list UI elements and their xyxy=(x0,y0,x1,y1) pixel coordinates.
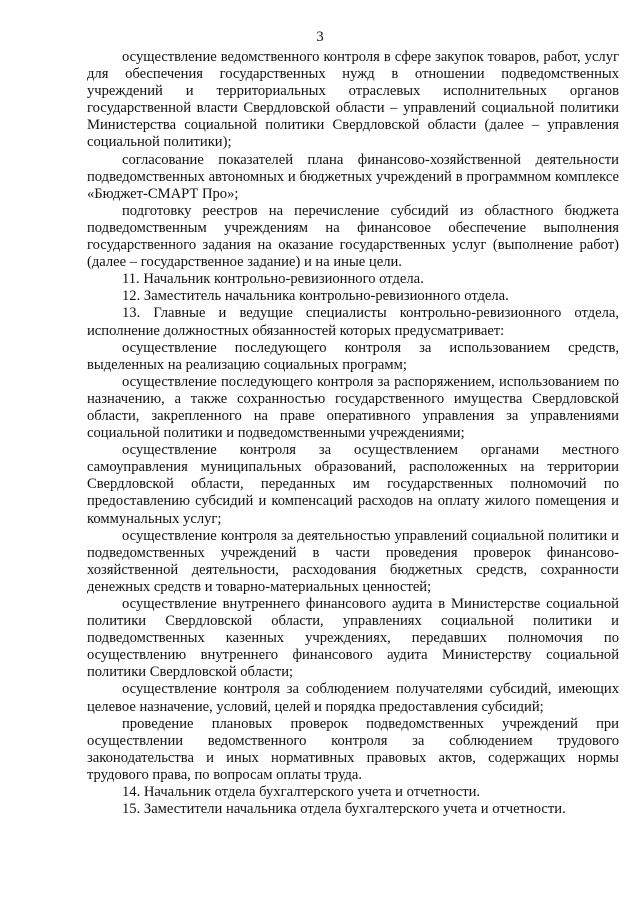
paragraph: 15. Заместители начальника отдела бухгалтерского учета и отчетности. xyxy=(122,801,566,818)
paragraph: согласование показателей плана финансово-хозяйственной деятельности подведомственных автономных и бюджетных учреждений в программном комплексе «Бюджет-СМАРТ Про»; xyxy=(87,151,619,202)
paragraph: 13. Главные и ведущие специалисты контрольно-ревизионного отдела, исполнение должностных обязанностей которых предусматривает: xyxy=(87,305,619,339)
paragraph: осуществление последующего контроля за распоряжением, использованием по назначению, а также сохранностью государственного имущества Свердловской области, закрепленного на праве оперативного управления за управлениями социальной политики и подведомственными учреждениями; xyxy=(87,373,619,442)
paragraph: осуществление контроля за деятельностью управлений социальной политики и подведомственных учреждений в части проведения проверок финансово-хозяйственной деятельности, расходования бюджетных средств, сохранности денежных средств и товарно-материальных ценностей; xyxy=(87,527,619,595)
paragraph: осуществление контроля за осуществлением органами местного самоуправления муниципальных образований, расположенных на территории Свердловской области, переданных им государственных полномочий по предоставлению субсидий и компенсаций расходов на оплату жилого помещения и коммунальных услуг; xyxy=(87,442,619,527)
paragraph: 12. Заместитель начальника контрольно-ревизионного отдела. xyxy=(122,288,509,305)
paragraph: 11. Начальник контрольно-ревизионного отдела. xyxy=(122,271,424,288)
paragraph: осуществление последующего контроля за использованием средств, выделенных на реализацию социальных программ; xyxy=(87,339,619,373)
paragraph: осуществление внутреннего финансового аудита в Министерстве социальной политики Свердловской области, управлениях социальной политики и подведомственных казенных учреждениях, передавших полномочия по осуществлению внутреннего финансового аудита Министерству социальной политики Свердловской области; xyxy=(87,596,619,681)
paragraph: проведение плановых проверок подведомственных учреждений при осуществлении ведомственного контроля за соблюдением трудового законодательства и иных нормативных правовых актов, содержащих нормы трудового права, по вопросам оплаты труда. xyxy=(87,715,619,783)
paragraph: осуществление контроля за соблюдением получателями субсидий, имеющих целевое назначение, условий, целей и порядка предоставления субсидий; xyxy=(87,681,619,715)
document-body xyxy=(87,49,619,818)
paragraph: осуществление ведомственного контроля в сфере закупок товаров, работ, услуг для обеспечения государственных нужд в отношении подведомственных учреждений и территориальных отраслевых исполнительных органов государственной власти Свердловской области – управлений социальной политики Министерства социальной политики Свердловской области (далее – управления социальной политики); xyxy=(87,49,619,151)
paragraph: подготовку реестров на перечисление субсидий из областного бюджета подведомственным учреждениям на финансовое обеспечение выполнения государственного задания на оказание государственных услуг (выполнение работ) (далее – государственное задание) и на иные цели. xyxy=(87,202,619,271)
paragraph: 14. Начальник отдела бухгалтерского учета и отчетности. xyxy=(122,784,481,801)
page-number: 3 xyxy=(316,29,324,45)
